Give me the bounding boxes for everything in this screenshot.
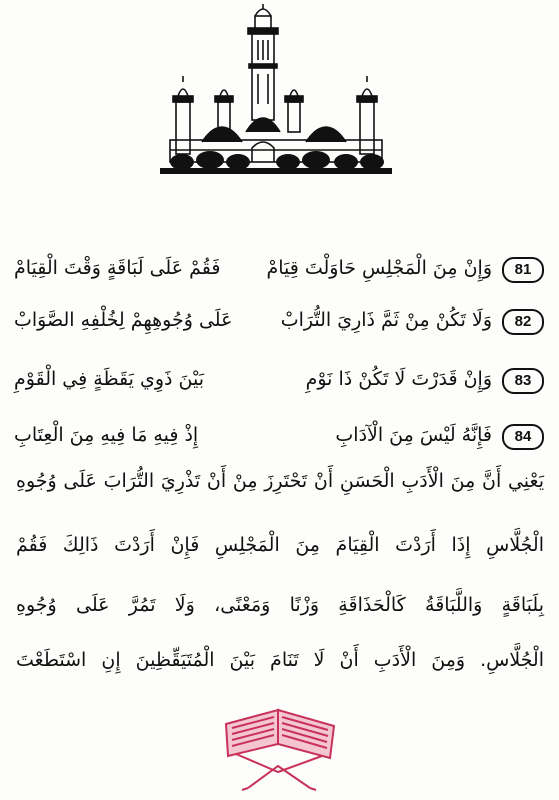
verse-number: 83: [502, 368, 544, 394]
commentary-line-4: الْجُلَّاسِ. وَمِنَ الْأَدَبِ أَنْ لَا تَنَامَ بَيْنَ الْمُتَيَقِّظِينَ إِنِ اسْتَطَعْتَ: [16, 649, 544, 671]
verse-second-hemistich: عَلَى وُجُوهِهِمْ لِخُلْفِهِ الصَّوَابْ: [14, 309, 233, 331]
verse-first-hemistich: وَإِنْ مِنَ الْمَجْلِسِ حَاوَلْتَ قِيَامْ: [266, 257, 492, 279]
commentary-line-1: يَعْنِي أَنَّ مِنَ الْأَدَبِ الْحَسَنِ أَنْ تَحْتَرِزَ مِنْ أَنْ تَذْرِيَ التُّرَابَ عَلَى وُجُوهِ: [16, 470, 544, 492]
verse-number: 82: [502, 309, 544, 335]
verse-first-hemistich: وَإِنْ قَدَرْتَ لَا تَكُنْ ذَا نَوْمِ: [305, 368, 492, 390]
verse-number: 84: [502, 424, 544, 450]
verse-second-hemistich: فَقُمْ عَلَى لَبَاقَةٍ وَقْتَ الْقِيَامْ: [14, 257, 221, 279]
commentary-line-3: بِلَبَاقَةٍ وَاللَّبَاقَةُ كَالْحَذَاقَةِ وَزْنًا وَمَعْنًى، وَلَا تَمُرَّ عَلَى وُجُوهِ: [16, 594, 544, 616]
verse-number: 81: [502, 257, 544, 283]
verse-first-hemistich: وَلَا تَكُنْ مِنْ ثَمَّ ذَارِيَ التُّرَابْ: [280, 309, 492, 331]
verse-first-hemistich: فَإِنَّهُ لَيْسَ مِنَ الْآدَابِ: [335, 424, 492, 446]
verse-83: [14, 362, 544, 402]
verse-84: [14, 418, 544, 458]
verse-82: [14, 303, 544, 343]
commentary-line-2: الْجُلَّاسِ إِذَا أَرَدْتَ الْقِيَامَ مِنَ الْمَجْلِسِ فَإِنْ أَرَدْتَ ذَالِكَ فَقُمْ: [16, 534, 544, 556]
verse-81: [14, 251, 544, 291]
verse-second-hemistich: بَيْنَ ذَوِي يَقَظَةٍ فِي الْقَوْمِ: [14, 368, 204, 390]
mosque-illustration: [160, 4, 392, 182]
verse-second-hemistich: إِذْ فِيهِ مَا فِيهِ مِنَ الْعِتَابِ: [14, 424, 199, 446]
quran-on-stand-illustration: [218, 702, 342, 792]
